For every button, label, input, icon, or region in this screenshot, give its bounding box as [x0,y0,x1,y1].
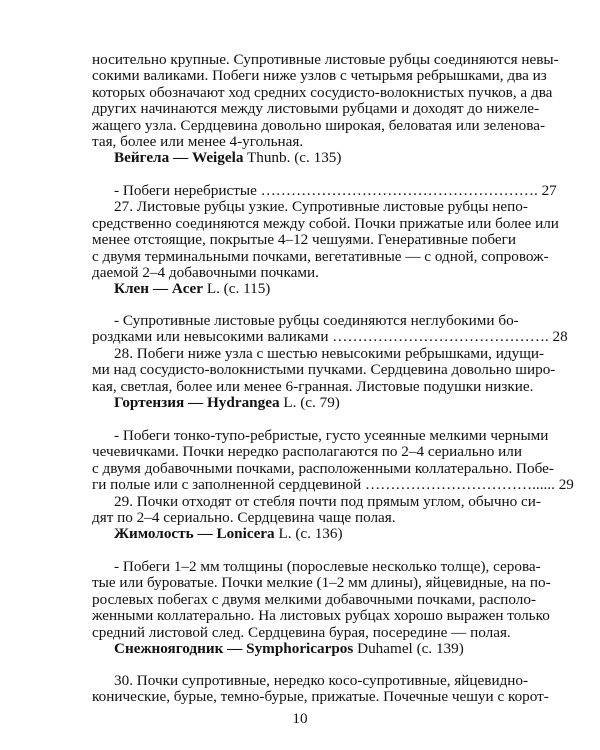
paragraph-3 [92,427,574,527]
text-line: с двумя терминальными почками, вегетативные — с одной, сопровож- [92,247,549,265]
genus-latin-name: Symphoricarpos [246,640,354,657]
text-line: средний листовой след. Сердцевина бурая, посередине — полая. [92,623,511,641]
paragraph-4 [92,558,551,641]
genus-latin-name: Acer [171,280,204,297]
genus-dash: — [184,394,207,411]
paragraph-0 [92,51,559,151]
genus-ru-name: Клен [114,280,150,297]
genus-ru-name: Гортензия [114,394,185,411]
paragraph-5 [92,672,549,706]
genus-latin-name: Weigela [191,149,244,166]
genus-reference: L. (с. 136) [274,525,343,542]
genus-latin-name: Hydrangea [206,394,280,411]
text-line: роздками или невысокими валиками ……………………………………. 28 [92,328,568,346]
text-line: - Побеги 1–2 мм толщины (порослевые несколько толще), серова- [114,558,541,575]
text-line: 29. Почки отходят от стебля почти под прямым углом, обычно си- [114,492,541,510]
genus-reference: L. (с. 79) [279,394,340,411]
text-line: 30. Почки супротивные, нередко косо-супротивные, яйцевидно- [114,672,529,689]
genus-reference: Thunb. (с. 135) [243,149,342,166]
text-line: тая, более или менее 4-угольная. [92,133,304,151]
text-line: с двумя добавочными почками, расположенными коллатерально. Побе- [92,459,554,477]
paragraph-2 [92,312,568,395]
text-line: тые или буроватые. Почки мелкие (1–2 мм длины), яйцевидные, на по- [92,574,551,592]
genus-ru-name: Вейгела [114,149,170,166]
text-line: ми над сосудисто-волокнистыми пучками. Сердцевина довольно широ- [92,361,556,379]
page-number: 10 [292,710,308,727]
text-line: 28. Побеги ниже узла с шестью невысокими ребрышками, идущи- [114,344,545,362]
genus-ru-name: Снежноягодник [114,640,224,657]
genus-latin-name: Lonicera [216,525,275,542]
genus-reference: Duhamel (с. 139) [353,640,464,657]
text-line: рослевых побегах с двумя мелкими добавочными почками, располо- [92,590,536,608]
text-line: - Побеги неребристые ………………………………………………. 27 [114,182,557,199]
text-line: - Побеги тонко-тупо-ребристые, густо усеянные мелкими черными [114,427,549,444]
text-line: ги полые или с заполненной сердцевиной ……………………………...... 29 [92,476,574,494]
genus-reference: L. (с. 115) [203,280,271,297]
text-line: средственно соединяются между собой. Почки прижатые или более или [92,214,559,232]
genus-acer [114,281,270,297]
genus-symphoricarpos [114,641,464,657]
text-line: кая, светлая, более или менее 6-гранная. Листовые подушки низкие. [92,377,534,395]
text-line: женными коллатерально. На листовых рубцах хорошо выражен только [92,607,550,625]
text-line: даемой 2–4 добавочными почками. [92,264,319,282]
genus-dash: — [169,149,192,166]
text-line: жащего узла. Сердцевина довольно широкая, беловатая или зеленова- [92,116,545,134]
genus-dash: — [193,525,217,542]
text-line: дят по 2–4 сериально. Сердцевина чаще полая. [92,509,396,527]
text-line: сокими валиками. Побеги ниже узлов с четырьмя ребрышками, два из [92,67,547,85]
text-line: которых обозначают ход средних сосудисто-волокнистых пучков, а два [92,83,553,101]
genus-weigela [114,150,341,166]
text-line: - Супротивные листовые рубцы соединяются неглубокими бо- [114,312,519,329]
genus-ru-name: Жимолость [114,525,194,542]
genus-dash: — [223,640,247,657]
genus-lonicera [114,526,343,542]
text-line: других начинаются между листовыми рубцами и доходят до нижеле- [92,100,540,118]
text-line: конические, бурые, темно-бурые, прижатые. Почечные чешуи с корот- [92,688,549,706]
text-line: чечевичками. Почки нередко располагаются по 2–4 сериально или [92,443,522,461]
paragraph-1 [92,182,559,282]
genus-dash: — [149,280,172,297]
genus-hydrangea [114,395,340,411]
text-line: 27. Листовые рубцы узкие. Супротивные листовые рубцы непо- [114,198,528,216]
text-line: менее отстоящие, покрытые 4–12 чешуями. Генеративные побеги [92,231,516,249]
text-line: носительно крупные. Супротивные листовые рубцы соединяются невы- [92,51,559,68]
